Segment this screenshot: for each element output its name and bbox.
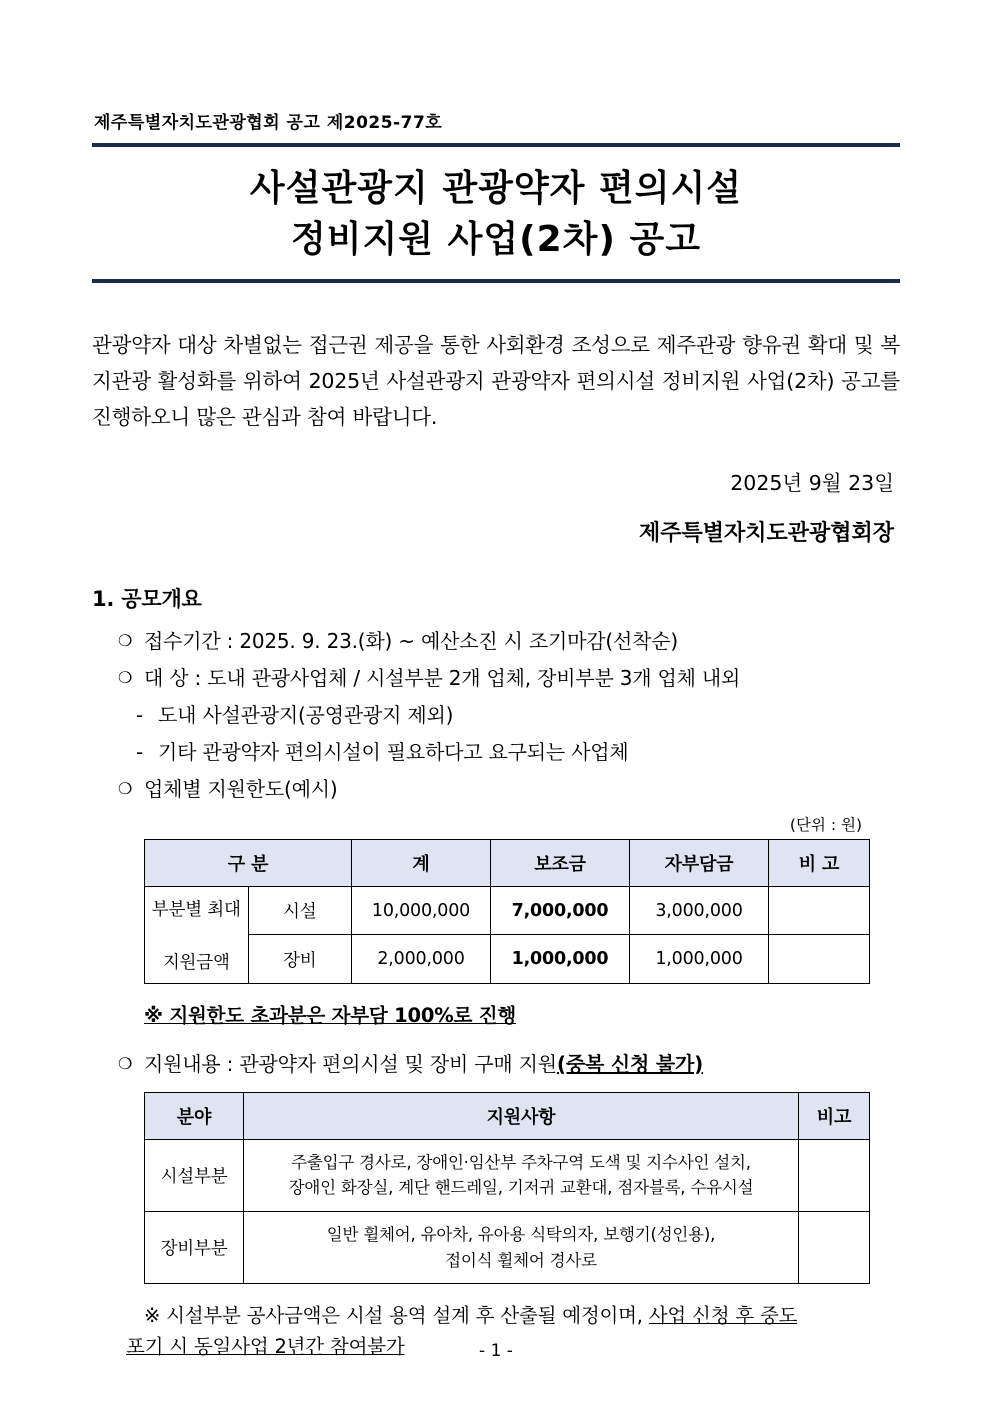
row-1-total: 2,000,000 [352,935,491,984]
footnote-text-part1: ※ 시설부분 공사금액은 시설 용역 설계 후 산출될 예정이며, [144,1304,649,1328]
header-field: 분야 [145,1092,244,1139]
row-0-category: 시설 [248,886,352,935]
support-limit-table [144,839,870,984]
row-1-detail [244,1211,799,1283]
support-content-label [144,1048,900,1080]
circle-bullet-icon: ❍ [118,778,133,798]
header-support-detail: 지원사항 [244,1092,799,1139]
row-1-remark [799,1211,870,1283]
dash-bullet-icon: - [136,739,144,764]
intro-paragraph: 관광약자 대상 차별없는 접근권 제공을 통한 사회환경 조성으로 제주관광 향유권 확대 및 복지관광 활성화를 위하여 2025년 사설관광지 관광약자 편의시설 정비지원 사업(2차) 공고를 진행하오니 많은 관심과 참여 바랍니다. [92,333,900,429]
section-1-heading: 1. 공모개요 [92,586,202,611]
support-limit-label: 업체별 지원한도(예시) [144,776,338,801]
row-1-category: 장비 [248,935,352,984]
header-remark: 비고 [799,1092,870,1139]
header-subsidy: 보조금 [491,839,630,886]
row-1-subsidy: 1,000,000 [491,935,630,984]
row-group-label-line1: 부분별 최대 [151,899,241,920]
row-0-remark [799,1139,870,1211]
header-self-payment: 자부담금 [630,839,769,886]
page-title-line1: 사설관광지 관광약자 편의시설 [249,168,743,209]
header-category: 구 분 [145,839,352,886]
application-period-text: 접수기간 : 2025. 9. 23.(화) ~ 예산소진 시 조기마감(선착순) [144,628,678,653]
bullet-target [118,662,900,694]
row-group-label-line2: 지원금액 [162,952,230,973]
row-0-subsidy: 7,000,000 [491,886,630,935]
title-bottom-rule [92,279,900,283]
row-0-detail-line1: 주출입구 경사로, 장애인·임산부 주차구역 도색 및 지수사인 설치, [291,1152,751,1172]
support-limit-note: ※ 지원한도 초과분은 자부담 100%로 진행 [144,1003,517,1027]
footnote-text-underlined1: 사업 신청 후 중도 [648,1304,798,1328]
support-detail-table-head [145,1092,870,1139]
table-header-row [145,839,870,886]
dash-bullet-icon: - [136,702,144,727]
bullet-support-limit [118,773,900,805]
table-unit-note: (단위 : 원) [789,815,862,834]
circle-bullet-icon: ❍ [118,1053,133,1073]
row-0-field: 시설부분 [145,1139,244,1211]
support-limit-table-head [145,839,870,886]
support-content-bullet-wrap [92,1048,900,1080]
table-header-row [145,1092,870,1139]
title-block [92,147,900,279]
row-0-total: 10,000,000 [352,886,491,935]
target-sub-item-2-text: 기타 관광약자 편의시설이 필요하다고 요구되는 사업체 [158,739,629,764]
support-detail-table [144,1092,870,1284]
page-number: - 1 - [479,1341,513,1361]
table-row [145,886,870,935]
row-1-field: 장비부분 [145,1211,244,1283]
circle-bullet-icon: ❍ [118,630,133,650]
support-limit-table-body [145,886,870,983]
target-text: 대 상 : 도내 관광사업체 / 시설부분 2개 업체, 장비부분 3개 업체 내외 [144,665,741,690]
support-detail-table-body [145,1139,870,1283]
target-sub-item-2 [136,736,900,768]
announcement-date: 2025년 9월 23일 [730,470,894,495]
row-0-detail [244,1139,799,1211]
target-sub-item-1-text: 도내 사설관광지(공영관광지 제외) [158,702,454,727]
table-row [145,1211,870,1283]
doc-number: 제주특별자치도관광협회 공고 제2025-77호 [94,113,443,133]
row-group-label [145,886,249,983]
row-1-detail-line2: 접이식 휠체어 경사로 [445,1250,597,1270]
row-1-remark [769,935,870,984]
section-1-bullets [92,625,900,805]
footnote-text-underlined2: 포기 시 동일사업 2년간 참여불가 [126,1335,405,1359]
support-content-label-prefix: 지원내용 : 관광약자 편의시설 및 장비 구매 지원 [144,1051,557,1076]
target-sub-item-1 [136,699,900,731]
header-total: 계 [352,839,491,886]
row-0-detail-line2: 장애인 화장실, 계단 핸드레일, 기저귀 교환대, 점자블록, 수유시설 [288,1178,754,1198]
circle-bullet-icon: ❍ [118,667,133,687]
row-0-self: 3,000,000 [630,886,769,935]
header-remark: 비 고 [769,839,870,886]
table-row [145,1139,870,1211]
support-content-label-emphasis: (중복 신청 불가) [556,1051,704,1076]
row-1-self: 1,000,000 [630,935,769,984]
page-title-line2: 정비지원 사업(2차) 공고 [290,219,701,261]
row-1-detail-line1: 일반 휠체어, 유아차, 유아용 식탁의자, 보행기(성인용), [326,1224,716,1244]
bullet-application-period [118,625,900,657]
bullet-support-content [118,1048,900,1080]
table-row [145,935,870,984]
issuing-organization: 제주특별자치도관광협회장 [638,520,894,546]
row-0-remark [769,886,870,935]
